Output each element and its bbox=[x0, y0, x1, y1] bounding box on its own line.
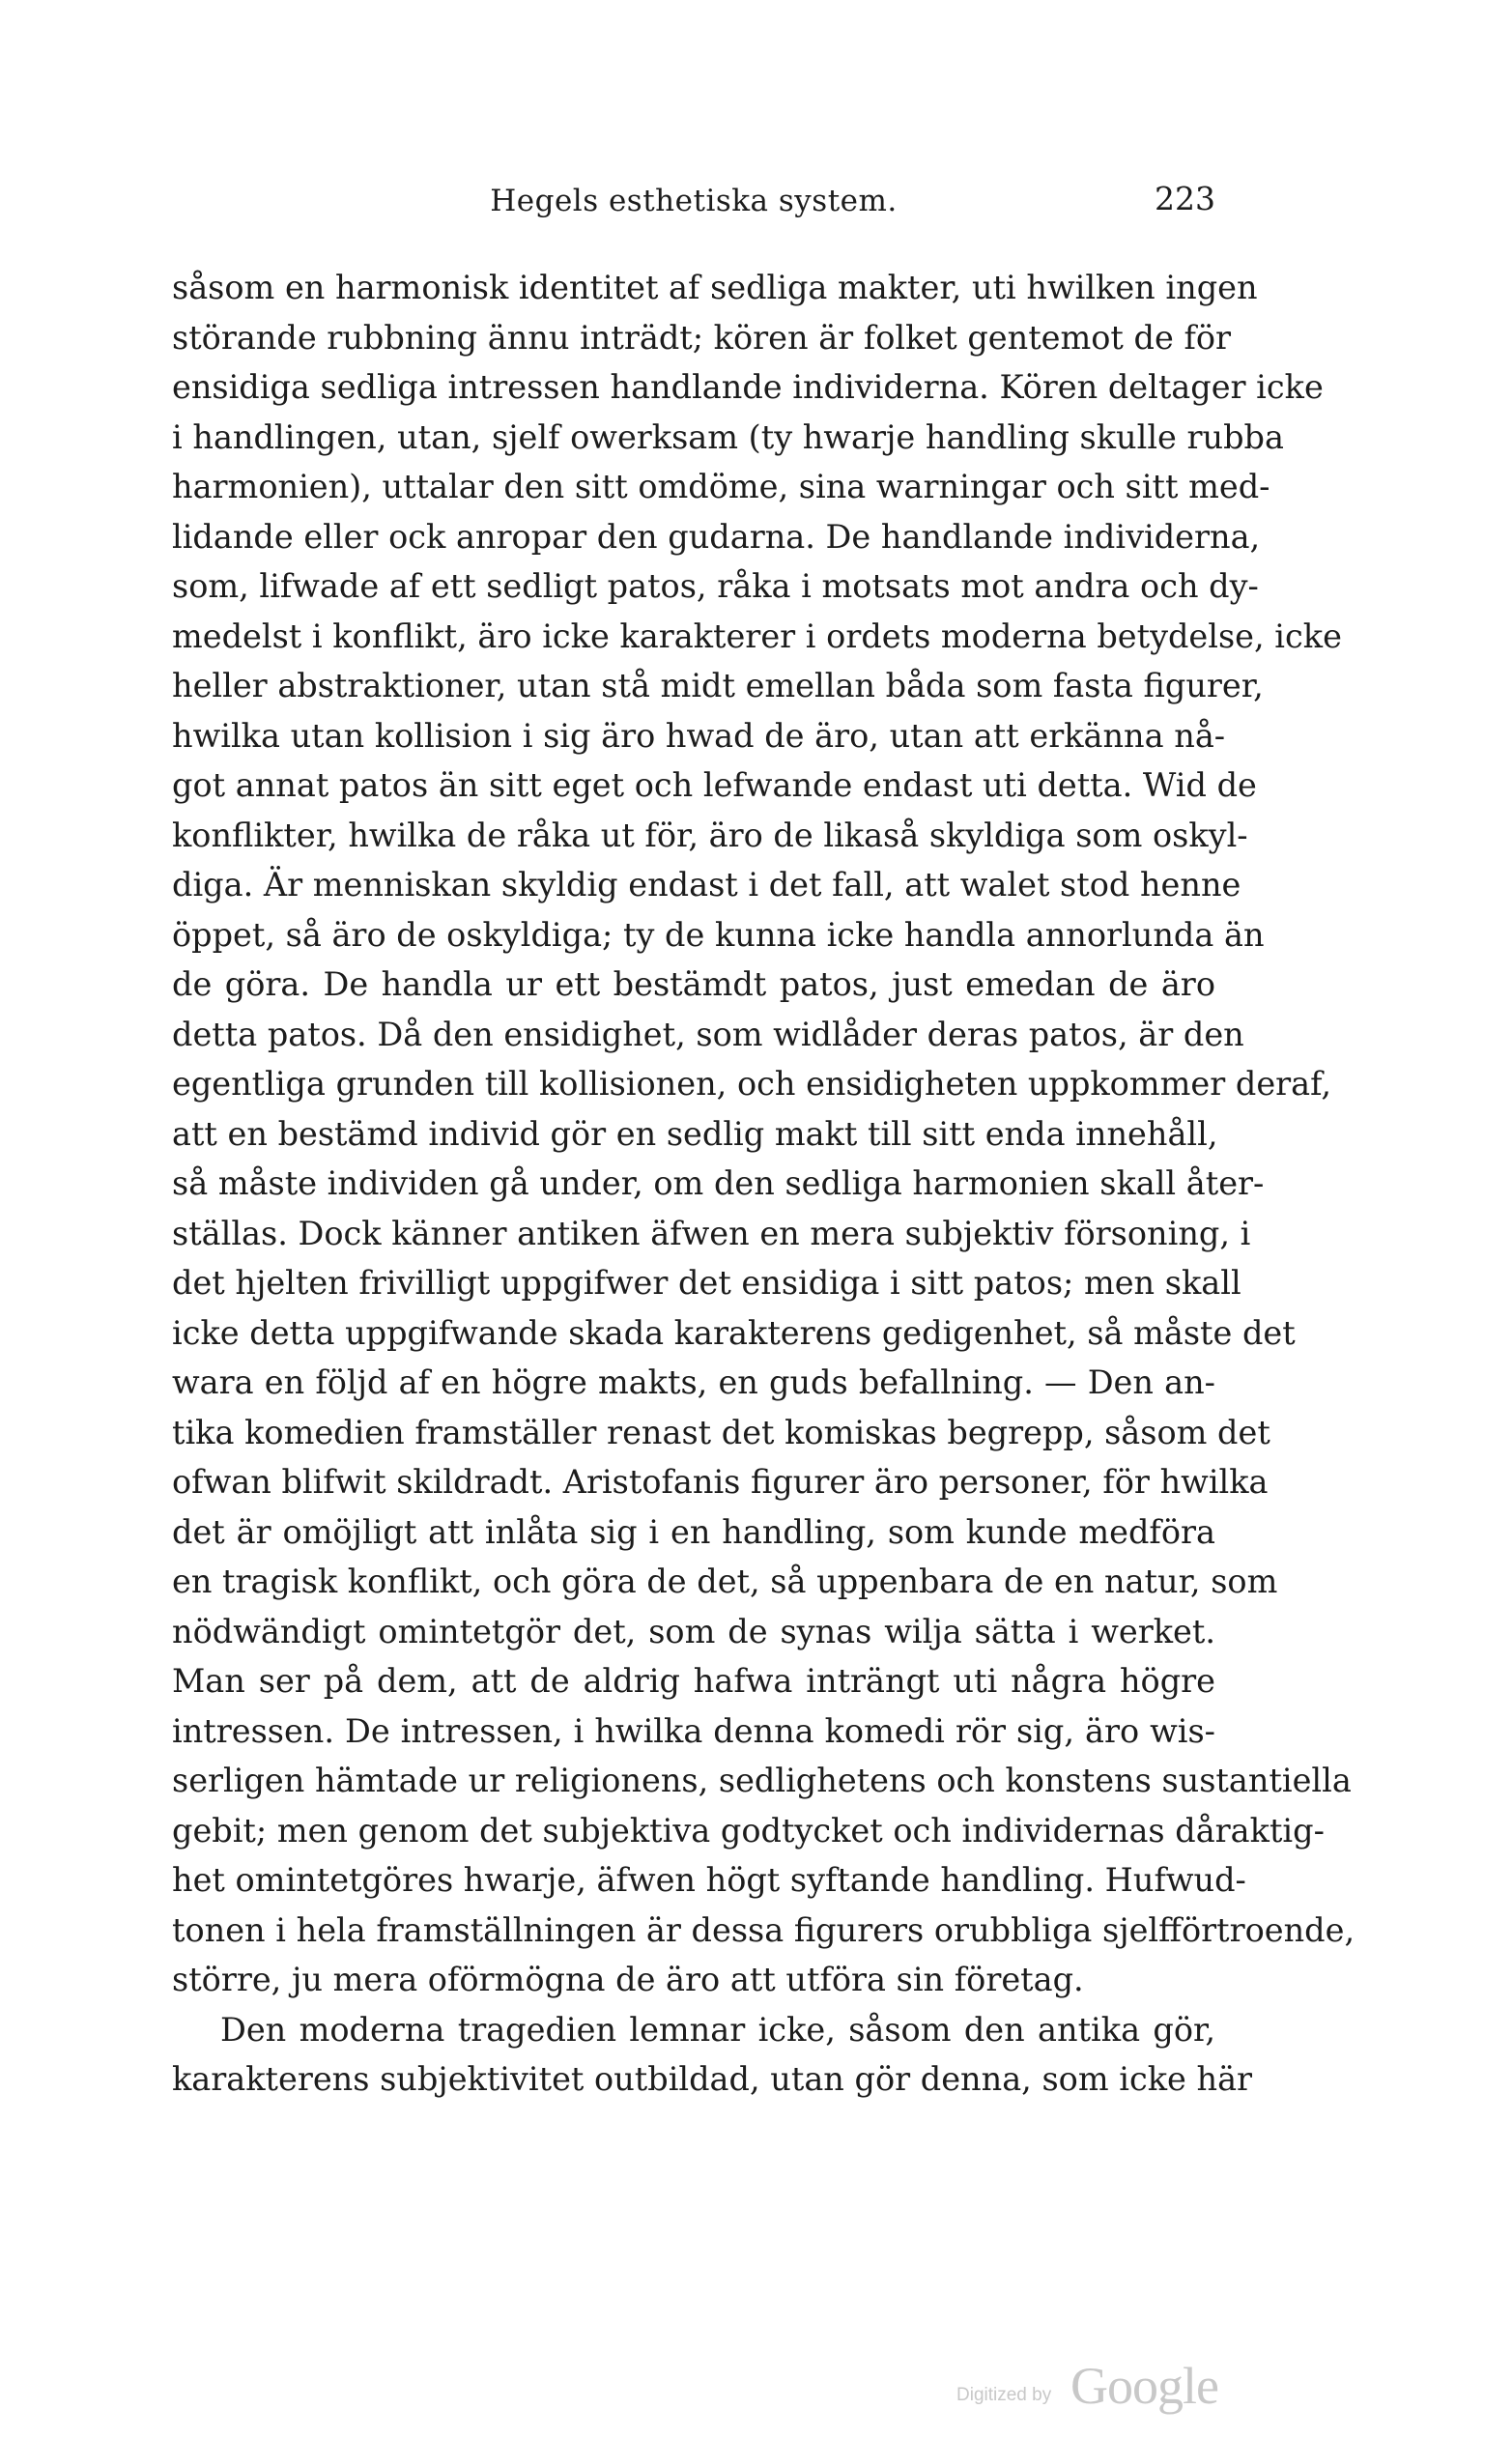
body-text bbox=[172, 263, 1355, 2105]
google-logo: Google bbox=[1070, 2357, 1218, 2415]
text-line: i handlingen, utan, sjelf owerksam (ty hwarje handling skulle rubba bbox=[172, 417, 1284, 456]
text-line: diga. Är menniskan skyldig endast i det fall, att walet stod henne bbox=[172, 866, 1241, 903]
text-line: tonen i hela framställningen är dessa figurers orubbliga sjelfförtroende, bbox=[172, 1910, 1355, 1949]
text-line: så måste individen gå under, om den sedliga harmonien skall åter- bbox=[172, 1164, 1265, 1202]
text-line: lidande eller ock anropar den gudarna. De handlande individerna, bbox=[172, 517, 1261, 556]
text-line: ofwan blifwit skildradt. Aristofanis figurer äro personer, för hwilka bbox=[172, 1463, 1269, 1501]
text-line: det är omöjligt att inlåta sig i en handling, som kunde medföra bbox=[172, 1512, 1215, 1551]
digitization-watermark bbox=[956, 2358, 1266, 2416]
text-line: serligen hämtade ur religionens, sedlighetens och konstens sustantiella bbox=[172, 1762, 1352, 1799]
text-line: detta patos. Då den ensidighet, som widlåder deras patos, är den bbox=[172, 1015, 1244, 1053]
text-line: de göra. De handla ur ett bestämdt patos, just emedan de äro bbox=[172, 965, 1215, 1003]
text-line: wara en följd af en högre makts, en guds befallning. — Den an- bbox=[172, 1363, 1215, 1401]
text-line: ställas. Dock känner antiken äfwen en mera subjektiv försoning, i bbox=[172, 1214, 1251, 1252]
text-line: att en bestämd individ gör en sedlig makt till sitt enda innehåll, bbox=[172, 1114, 1218, 1153]
page-header bbox=[172, 180, 1215, 232]
running-title: Hegels esthetiska system. bbox=[490, 184, 898, 218]
text-line: icke detta uppgifwande skada karakterens gedigenhet, så måste det bbox=[172, 1313, 1296, 1352]
text-line: konflikter, hwilka de råka ut för, äro de likaså skyldiga som oskyl- bbox=[172, 816, 1248, 854]
text-line: störande rubbning ännu inträdt; kören är folket gentemot de för bbox=[172, 318, 1232, 357]
text-line: gebit; men genom det subjektiva godtycket och individernas dåraktig- bbox=[172, 1811, 1325, 1850]
text-line: medelst i konflikt, äro icke karakterer i ordets moderna betydelse, icke bbox=[172, 617, 1342, 655]
page-number: 223 bbox=[1155, 180, 1215, 217]
text-line: Man ser på dem, att de aldrig hafwa inträngt uti några högre bbox=[172, 1662, 1215, 1700]
text-line: öppet, så äro de oskyldiga; ty de kunna icke handla annorlunda än bbox=[172, 915, 1265, 954]
text-line: intressen. De intressen, i hwilka denna komedi rör sig, äro wis- bbox=[172, 1711, 1215, 1750]
text-line: got annat patos än sitt eget och lefwande endast uti detta. Wid de bbox=[172, 766, 1257, 804]
text-line: egentliga grunden till kollisionen, och ensidigheten uppkommer deraf, bbox=[172, 1065, 1331, 1103]
text-line: karakterens subjektivitet outbildad, utan gör denna, som icke här bbox=[172, 2060, 1253, 2098]
text-line: het omintetgöres hwarje, äfwen högt syftande handling. Hufwud- bbox=[172, 1861, 1246, 1899]
text-line: harmonien), uttalar den sitt omdöme, sina warningar och sitt med- bbox=[172, 468, 1270, 505]
text-line: det hjelten frivilligt uppgifwer det ensidiga i sitt patos; men skall bbox=[172, 1264, 1241, 1302]
text-line: tika komedien framställer renast det komiskas begrepp, såsom det bbox=[172, 1413, 1270, 1451]
text-line: större, ju mera oförmögna de äro att utföra sin företag. bbox=[172, 1961, 1084, 1998]
text-line: ensidiga sedliga intressen handlande individerna. Kören deltager icke bbox=[172, 368, 1324, 406]
text-line: heller abstraktioner, utan stå midt emellan båda som fasta figurer, bbox=[172, 667, 1264, 704]
text-line: Den moderna tragedien lemnar icke, såsom den antika gör, bbox=[220, 2010, 1215, 2049]
text-line: hwilka utan kollision i sig äro hwad de äro, utan att erkänna nå- bbox=[172, 716, 1226, 755]
text-line: nödwändigt omintetgör det, som de synas wilja sätta i werket. bbox=[172, 1612, 1215, 1650]
text-line: som, lifwade af ett sedligt patos, råka i motsats mot andra och dy- bbox=[172, 567, 1259, 605]
text-line: en tragisk konflikt, och göra de det, så uppenbara de en natur, som bbox=[172, 1563, 1278, 1600]
watermark-prefix: Digitized by bbox=[956, 2385, 1052, 2405]
text-line: såsom en harmonisk identitet af sedliga makter, uti hwilken ingen bbox=[172, 269, 1258, 306]
